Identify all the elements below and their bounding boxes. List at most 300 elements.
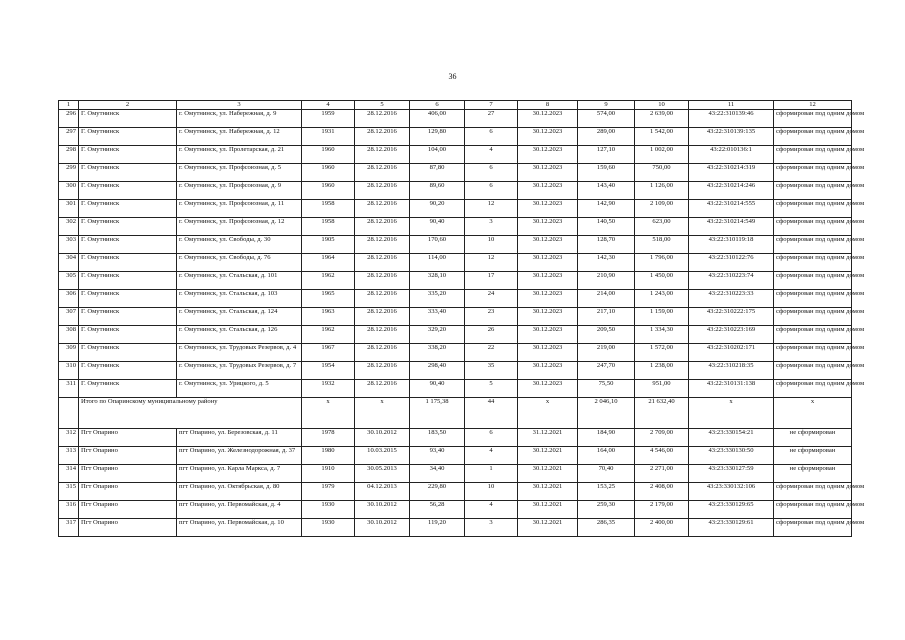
row-number-cell: 310 [59, 362, 79, 380]
table-row [59, 254, 852, 272]
value-9-cell: 247,70 [578, 362, 635, 380]
area-cell: 338,20 [410, 344, 465, 362]
table-row [59, 146, 852, 164]
table-row [59, 519, 852, 537]
value-9-cell: 210,90 [578, 272, 635, 290]
total-date1-cell: x [355, 398, 410, 429]
land-status-cell: сформирован под одним домом [774, 519, 852, 537]
value-9-cell: 217,10 [578, 308, 635, 326]
residents-cell: 1 [465, 465, 518, 483]
area-cell: 93,40 [410, 447, 465, 465]
land-status-cell: сформирован под одним домом [774, 483, 852, 501]
column-number: 2 [79, 101, 177, 110]
table-row [59, 218, 852, 236]
value-9-cell: 214,00 [578, 290, 635, 308]
settlement-cell: Г. Омутнинск [79, 182, 177, 200]
column-number: 8 [518, 101, 578, 110]
table-row [59, 290, 852, 308]
recognition-date-cell: 28.12.2016 [355, 272, 410, 290]
land-status-cell: сформирован под одним домом [774, 290, 852, 308]
total-status-cell: x [774, 398, 852, 429]
planned-date-cell: 30.12.2023 [518, 362, 578, 380]
row-number-cell: 300 [59, 182, 79, 200]
cadastre-number-cell: 43:22:310222:175 [689, 308, 774, 326]
column-number: 9 [578, 101, 635, 110]
row-number-cell: 304 [59, 254, 79, 272]
planned-date-cell: 30.12.2023 [518, 218, 578, 236]
table-row [59, 272, 852, 290]
settlement-cell: Г. Омутнинск [79, 146, 177, 164]
address-cell: пгт Опарино, ул. Первомайская, д. 10 [177, 519, 302, 537]
planned-date-cell: 30.12.2023 [518, 326, 578, 344]
land-status-cell: сформирован под одним домом [774, 218, 852, 236]
recognition-date-cell: 28.12.2016 [355, 344, 410, 362]
column-number: 7 [465, 101, 518, 110]
recognition-date-cell: 30.10.2012 [355, 501, 410, 519]
planned-date-cell: 30.12.2021 [518, 483, 578, 501]
land-status-cell: сформирован под одним домом [774, 110, 852, 128]
address-cell: г. Омутнинск, ул. Стальская, д. 101 [177, 272, 302, 290]
address-cell: пгт Опарино, ул. Железнодорожная, д. 37 [177, 447, 302, 465]
table-row [59, 501, 852, 519]
value-10-cell: 750,00 [635, 164, 689, 182]
value-9-cell: 153,25 [578, 483, 635, 501]
planned-date-cell: 30.12.2023 [518, 290, 578, 308]
row-number-cell: 307 [59, 308, 79, 326]
row-number-cell: 305 [59, 272, 79, 290]
area-cell: 56,28 [410, 501, 465, 519]
year-cell: 1932 [302, 380, 355, 398]
area-cell: 90,40 [410, 218, 465, 236]
value-10-cell: 2 408,00 [635, 483, 689, 501]
recognition-date-cell: 28.12.2016 [355, 290, 410, 308]
value-10-cell: 2 271,00 [635, 465, 689, 483]
year-cell: 1931 [302, 128, 355, 146]
residents-cell: 10 [465, 236, 518, 254]
address-cell: пгт Опарино, ул. Карла Маркса, д. 7 [177, 465, 302, 483]
address-cell: г. Омутнинск, ул. Свободы, д. 76 [177, 254, 302, 272]
planned-date-cell: 30.12.2023 [518, 380, 578, 398]
value-10-cell: 1 126,00 [635, 182, 689, 200]
year-cell: 1980 [302, 447, 355, 465]
address-cell: г. Омутнинск, ул. Набережная, д. 9 [177, 110, 302, 128]
cadastre-number-cell: 43:23:330129:65 [689, 501, 774, 519]
recognition-date-cell: 28.12.2016 [355, 254, 410, 272]
cadastre-number-cell: 43:22:310202:171 [689, 344, 774, 362]
settlement-cell: Пгт Опарино [79, 465, 177, 483]
area-cell: 335,20 [410, 290, 465, 308]
area-cell: 104,00 [410, 146, 465, 164]
value-10-cell: 1 334,30 [635, 326, 689, 344]
land-status-cell: сформирован под одним домом [774, 182, 852, 200]
row-number-cell: 315 [59, 483, 79, 501]
value-10-cell: 1 450,00 [635, 272, 689, 290]
cadastre-number-cell: 43:23:330129:61 [689, 519, 774, 537]
value-10-cell: 518,00 [635, 236, 689, 254]
planned-date-cell: 30.12.2023 [518, 254, 578, 272]
residents-cell: 10 [465, 483, 518, 501]
year-cell: 1905 [302, 236, 355, 254]
residents-cell: 6 [465, 429, 518, 447]
year-cell: 1960 [302, 182, 355, 200]
value-9-cell: 574,00 [578, 110, 635, 128]
table-row [59, 447, 852, 465]
table-row [59, 164, 852, 182]
row-number-cell: 313 [59, 447, 79, 465]
land-status-cell: не сформирован [774, 447, 852, 465]
settlement-cell: Пгт Опарино [79, 447, 177, 465]
recognition-date-cell: 28.12.2016 [355, 182, 410, 200]
year-cell: 1963 [302, 308, 355, 326]
total-people-cell: 44 [465, 398, 518, 429]
value-9-cell: 209,50 [578, 326, 635, 344]
value-10-cell: 1 542,00 [635, 128, 689, 146]
table-row [59, 308, 852, 326]
settlement-cell: Пгт Опарино [79, 501, 177, 519]
table-row [59, 362, 852, 380]
row-number-cell: 298 [59, 146, 79, 164]
residents-cell: 17 [465, 272, 518, 290]
residents-cell: 12 [465, 254, 518, 272]
recognition-date-cell: 28.12.2016 [355, 308, 410, 326]
residents-cell: 35 [465, 362, 518, 380]
value-10-cell: 1 002,00 [635, 146, 689, 164]
settlement-cell: Г. Омутнинск [79, 362, 177, 380]
cadastre-number-cell: 43:22:310214:549 [689, 218, 774, 236]
cadastre-number-cell: 43:22:310223:33 [689, 290, 774, 308]
residents-cell: 24 [465, 290, 518, 308]
recognition-date-cell: 10.03.2015 [355, 447, 410, 465]
residents-cell: 4 [465, 447, 518, 465]
total-year-cell: x [302, 398, 355, 429]
cadastre-number-cell: 43:22:310214:555 [689, 200, 774, 218]
total-row [59, 398, 852, 429]
planned-date-cell: 30.12.2023 [518, 110, 578, 128]
planned-date-cell: 30.12.2023 [518, 164, 578, 182]
land-status-cell: сформирован под одним домом [774, 362, 852, 380]
year-cell: 1962 [302, 272, 355, 290]
settlement-cell: Г. Омутнинск [79, 344, 177, 362]
residents-cell: 4 [465, 146, 518, 164]
row-number-cell: 303 [59, 236, 79, 254]
planned-date-cell: 30.12.2023 [518, 236, 578, 254]
land-status-cell: не сформирован [774, 429, 852, 447]
cadastre-number-cell: 43:22:310119:18 [689, 236, 774, 254]
residents-cell: 22 [465, 344, 518, 362]
area-cell: 298,40 [410, 362, 465, 380]
settlement-cell: Г. Омутнинск [79, 326, 177, 344]
land-status-cell: сформирован под одним домом [774, 254, 852, 272]
row-number-cell: 308 [59, 326, 79, 344]
planned-date-cell: 30.12.2023 [518, 128, 578, 146]
recognition-date-cell: 28.12.2016 [355, 146, 410, 164]
residents-cell: 27 [465, 110, 518, 128]
table-row [59, 236, 852, 254]
area-cell: 90,40 [410, 380, 465, 398]
settlement-cell: Г. Омутнинск [79, 236, 177, 254]
value-10-cell: 1 238,00 [635, 362, 689, 380]
value-10-cell: 1 243,00 [635, 290, 689, 308]
value-9-cell: 142,30 [578, 254, 635, 272]
total-area-cell: 1 175,38 [410, 398, 465, 429]
address-cell: пгт Опарино, ул. Октябрьская, д. 80 [177, 483, 302, 501]
area-cell: 170,60 [410, 236, 465, 254]
cadastre-number-cell: 43:23:330154:21 [689, 429, 774, 447]
settlement-cell: Г. Омутнинск [79, 164, 177, 182]
value-9-cell: 127,10 [578, 146, 635, 164]
recognition-date-cell: 04.12.2013 [355, 483, 410, 501]
cadastre-number-cell: 43:22:310214:319 [689, 164, 774, 182]
land-status-cell: сформирован под одним домом [774, 164, 852, 182]
column-number-row [59, 101, 852, 110]
address-cell: г. Омутнинск, ул. Стальская, д. 103 [177, 290, 302, 308]
address-cell: пгт Опарино, ул. Березовская, д. 11 [177, 429, 302, 447]
address-cell: г. Омутнинск, ул. Профсоюзная, д. 5 [177, 164, 302, 182]
residents-cell: 26 [465, 326, 518, 344]
year-cell: 1978 [302, 429, 355, 447]
cadastre-number-cell: 43:22:310214:246 [689, 182, 774, 200]
value-10-cell: 1 572,00 [635, 344, 689, 362]
recognition-date-cell: 28.12.2016 [355, 110, 410, 128]
land-status-cell: сформирован под одним домом [774, 308, 852, 326]
value-10-cell: 623,00 [635, 218, 689, 236]
year-cell: 1930 [302, 519, 355, 537]
planned-date-cell: 30.12.2023 [518, 272, 578, 290]
planned-date-cell: 30.12.2021 [518, 501, 578, 519]
year-cell: 1958 [302, 218, 355, 236]
value-9-cell: 70,40 [578, 465, 635, 483]
recognition-date-cell: 28.12.2016 [355, 164, 410, 182]
residents-cell: 3 [465, 218, 518, 236]
recognition-date-cell: 28.12.2016 [355, 236, 410, 254]
area-cell: 89,60 [410, 182, 465, 200]
recognition-date-cell: 28.12.2016 [355, 380, 410, 398]
column-number: 1 [59, 101, 79, 110]
settlement-cell: Г. Омутнинск [79, 290, 177, 308]
area-cell: 90,20 [410, 200, 465, 218]
year-cell: 1964 [302, 254, 355, 272]
area-cell: 87,80 [410, 164, 465, 182]
column-number: 12 [774, 101, 852, 110]
planned-date-cell: 31.12.2021 [518, 429, 578, 447]
row-number-cell: 311 [59, 380, 79, 398]
value-9-cell: 289,00 [578, 128, 635, 146]
column-number: 10 [635, 101, 689, 110]
value-10-cell: 2 179,00 [635, 501, 689, 519]
value-9-cell: 164,00 [578, 447, 635, 465]
row-number-cell: 306 [59, 290, 79, 308]
table-row [59, 326, 852, 344]
total-cadastre-cell: x [689, 398, 774, 429]
total-v9-cell: 2 046,10 [578, 398, 635, 429]
row-number-cell: 316 [59, 501, 79, 519]
table-row [59, 182, 852, 200]
year-cell: 1930 [302, 501, 355, 519]
settlement-cell: Г. Омутнинск [79, 200, 177, 218]
year-cell: 1965 [302, 290, 355, 308]
row-number-cell: 312 [59, 429, 79, 447]
value-9-cell: 259,30 [578, 501, 635, 519]
planned-date-cell: 30.12.2023 [518, 200, 578, 218]
cadastre-number-cell: 43:22:310139:46 [689, 110, 774, 128]
recognition-date-cell: 28.12.2016 [355, 218, 410, 236]
address-cell: г. Омутнинск, ул. Профсоюзная, д. 9 [177, 182, 302, 200]
value-9-cell: 128,70 [578, 236, 635, 254]
table-row [59, 128, 852, 146]
value-9-cell: 184,90 [578, 429, 635, 447]
row-number-cell: 302 [59, 218, 79, 236]
planned-date-cell: 30.12.2023 [518, 344, 578, 362]
cadastre-number-cell: 43:23:330132:106 [689, 483, 774, 501]
recognition-date-cell: 30.10.2012 [355, 519, 410, 537]
address-cell: г. Омутнинск, ул. Свободы, д. 30 [177, 236, 302, 254]
residents-cell: 12 [465, 200, 518, 218]
value-9-cell: 286,35 [578, 519, 635, 537]
settlement-cell: Г. Омутнинск [79, 254, 177, 272]
value-10-cell: 2 400,00 [635, 519, 689, 537]
area-cell: 229,80 [410, 483, 465, 501]
value-10-cell: 2 709,00 [635, 429, 689, 447]
value-10-cell: 2 109,00 [635, 200, 689, 218]
settlement-cell: Пгт Опарино [79, 483, 177, 501]
cadastre-number-cell: 43:22:310223:74 [689, 272, 774, 290]
cadastre-number-cell: 43:23:330130:50 [689, 447, 774, 465]
column-number: 3 [177, 101, 302, 110]
table-row [59, 380, 852, 398]
value-9-cell: 75,50 [578, 380, 635, 398]
cadastre-number-cell: 43:22:310223:169 [689, 326, 774, 344]
year-cell: 1960 [302, 164, 355, 182]
area-cell: 114,00 [410, 254, 465, 272]
settlement-cell: Г. Омутнинск [79, 110, 177, 128]
housing-register-table [58, 100, 865, 537]
year-cell: 1960 [302, 146, 355, 164]
value-9-cell: 143,40 [578, 182, 635, 200]
area-cell: 34,40 [410, 465, 465, 483]
table-row [59, 429, 852, 447]
residents-cell: 5 [465, 380, 518, 398]
value-10-cell: 2 639,00 [635, 110, 689, 128]
settlement-cell: Г. Омутнинск [79, 128, 177, 146]
column-number: 4 [302, 101, 355, 110]
value-9-cell: 159,60 [578, 164, 635, 182]
column-number: 5 [355, 101, 410, 110]
value-10-cell: 4 546,00 [635, 447, 689, 465]
area-cell: 406,00 [410, 110, 465, 128]
land-status-cell: сформирован под одним домом [774, 501, 852, 519]
settlement-cell: Г. Омутнинск [79, 218, 177, 236]
area-cell: 129,80 [410, 128, 465, 146]
area-cell: 183,50 [410, 429, 465, 447]
total-label: Итого по Опаринскому муниципальному району [79, 398, 302, 429]
residents-cell: 4 [465, 501, 518, 519]
planned-date-cell: 30.12.2021 [518, 519, 578, 537]
recognition-date-cell: 28.12.2016 [355, 326, 410, 344]
address-cell: г. Омутнинск, ул. Стальская, д. 126 [177, 326, 302, 344]
recognition-date-cell: 30.05.2013 [355, 465, 410, 483]
value-10-cell: 951,00 [635, 380, 689, 398]
year-cell: 1958 [302, 200, 355, 218]
row-number-cell: 317 [59, 519, 79, 537]
recognition-date-cell: 28.12.2016 [355, 362, 410, 380]
value-9-cell: 140,50 [578, 218, 635, 236]
address-cell: г. Омутнинск, ул. Набережная, д. 12 [177, 128, 302, 146]
row-number-cell: 296 [59, 110, 79, 128]
settlement-cell: Г. Омутнинск [79, 272, 177, 290]
residents-cell: 3 [465, 519, 518, 537]
year-cell: 1910 [302, 465, 355, 483]
year-cell: 1967 [302, 344, 355, 362]
page-number: 36 [448, 72, 457, 81]
planned-date-cell: 30.12.2023 [518, 308, 578, 326]
address-cell: г. Омутнинск, ул. Трудовых Резервов, д. 4 [177, 344, 302, 362]
settlement-cell: Пгт Опарино [79, 519, 177, 537]
row-number-cell: 309 [59, 344, 79, 362]
recognition-date-cell: 28.12.2016 [355, 128, 410, 146]
year-cell: 1962 [302, 326, 355, 344]
recognition-date-cell: 30.10.2012 [355, 429, 410, 447]
residents-cell: 23 [465, 308, 518, 326]
address-cell: г. Омутнинск, ул. Пролетарская, д. 21 [177, 146, 302, 164]
row-number-cell: 297 [59, 128, 79, 146]
table-row [59, 465, 852, 483]
table-row [59, 110, 852, 128]
settlement-cell: Пгт Опарино [79, 429, 177, 447]
land-status-cell: сформирован под одним домом [774, 344, 852, 362]
year-cell: 1954 [302, 362, 355, 380]
address-cell: г. Омутнинск, ул. Урицкого, д. 5 [177, 380, 302, 398]
residents-cell: 6 [465, 182, 518, 200]
value-9-cell: 219,00 [578, 344, 635, 362]
year-cell: 1979 [302, 483, 355, 501]
table-row [59, 344, 852, 362]
planned-date-cell: 30.12.2023 [518, 146, 578, 164]
recognition-date-cell: 28.12.2016 [355, 200, 410, 218]
land-status-cell: сформирован под одним домом [774, 146, 852, 164]
table-row [59, 483, 852, 501]
planned-date-cell: 30.12.2023 [518, 182, 578, 200]
land-status-cell: сформирован под одним домом [774, 380, 852, 398]
cadastre-number-cell: 43:23:330127:59 [689, 465, 774, 483]
address-cell: г. Омутнинск, ул. Стальская, д. 124 [177, 308, 302, 326]
land-status-cell: не сформирован [774, 465, 852, 483]
value-10-cell: 1 159,00 [635, 308, 689, 326]
row-number-cell: 301 [59, 200, 79, 218]
cadastre-number-cell: 43:22:310131:138 [689, 380, 774, 398]
address-cell: г. Омутнинск, ул. Трудовых Резервов, д. 7 [177, 362, 302, 380]
area-cell: 119,20 [410, 519, 465, 537]
residents-cell: 6 [465, 164, 518, 182]
stray-mark: . [153, 94, 155, 103]
row-number-cell: 314 [59, 465, 79, 483]
land-status-cell: сформирован под одним домом [774, 236, 852, 254]
settlement-cell: Г. Омутнинск [79, 308, 177, 326]
planned-date-cell: 30.12.2021 [518, 465, 578, 483]
address-cell: пгт Опарино, ул. Первомайская, д. 4 [177, 501, 302, 519]
cadastre-number-cell: 43:22:310218:35 [689, 362, 774, 380]
planned-date-cell: 30.12.2021 [518, 447, 578, 465]
row-number-cell: 299 [59, 164, 79, 182]
settlement-cell: Г. Омутнинск [79, 380, 177, 398]
cadastre-number-cell: 43:22:310139:135 [689, 128, 774, 146]
land-status-cell: сформирован под одним домом [774, 200, 852, 218]
table-row [59, 200, 852, 218]
cadastre-number-cell: 43:22:310122:76 [689, 254, 774, 272]
residents-cell: 6 [465, 128, 518, 146]
column-number: 11 [689, 101, 774, 110]
year-cell: 1959 [302, 110, 355, 128]
total-blank-cell [59, 398, 79, 429]
